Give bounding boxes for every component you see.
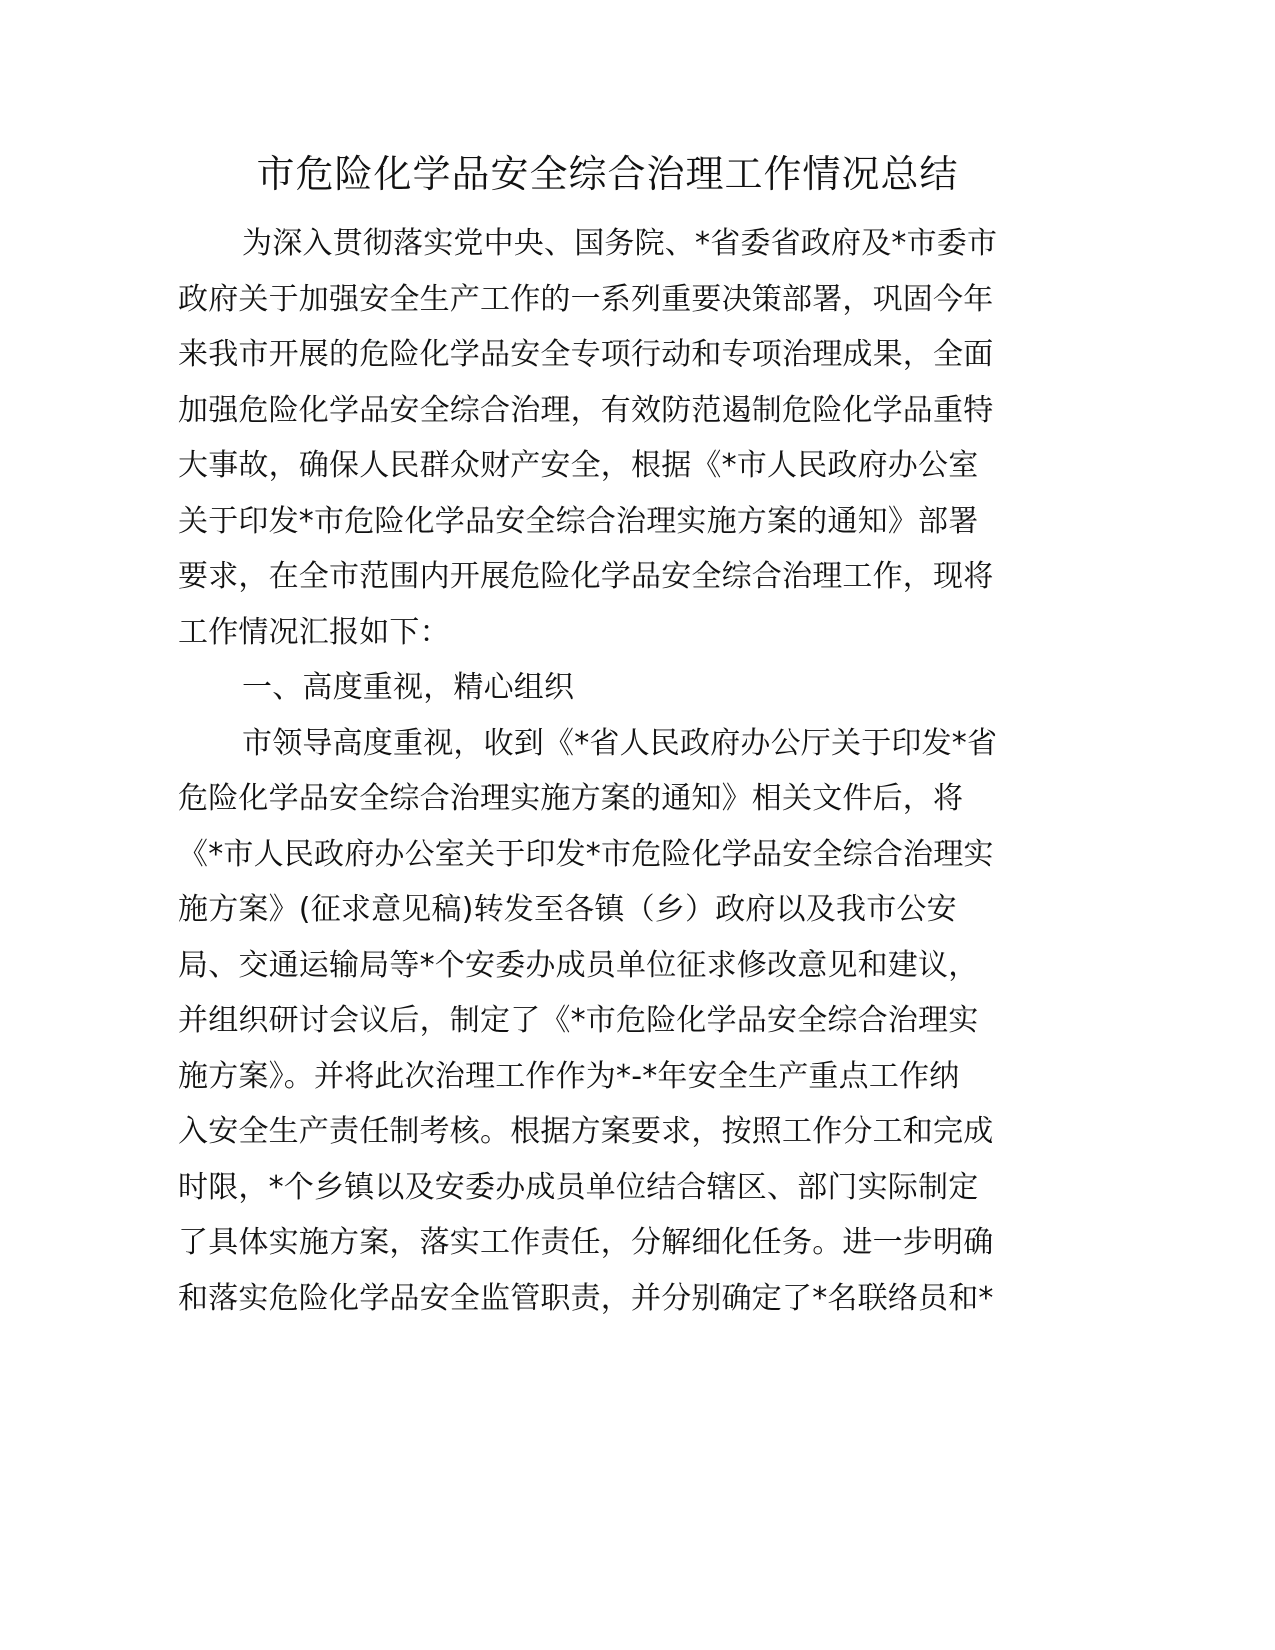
paragraph-line: 时限，*个乡镇以及安委办成员单位结合辖区、部门实际制定 [178,1169,979,1205]
paragraph-line: 来我市开展的危险化学品安全专项行动和专项治理成果，全面 [178,337,994,372]
paragraph-line: 了具体实施方案，落实工作责任，分解细化任务。进一步明确 [178,1225,994,1260]
paragraph-line: 局、交通运输局等*个安委办成员单位征求修改意见和建议， [178,947,979,983]
paragraph-line: 大事故，确保人民群众财产安全，根据《*市人民政府办公室 [178,448,979,483]
paragraph-line: 市领导高度重视，收到《*省人民政府办公厅关于印发*省 [242,725,998,761]
paragraph-line: 关于印发*市危险化学品安全综合治理实施方案的通知》部署 [178,503,979,539]
paragraph-line: 为深入贯彻落实党中央、国务院、*省委省政府及*市委市 [242,226,998,261]
paragraph-line: 和落实危险化学品安全监管职责，并分别确定了*名联络员和* [178,1280,994,1316]
paragraph-line: 要求，在全市范围内开展危险化学品安全综合治理工作，现将 [178,559,994,594]
paragraph-line: 加强危险化学品安全综合治理，有效防范遏制危险化学品重特 [178,392,994,428]
document-body [178,216,1038,1326]
paragraph-line: 危险化学品安全综合治理实施方案的通知》相关文件后，将 [178,781,964,816]
paragraph-line: 施方案》。并将此次治理工作作为*-*年安全生产重点工作纳 [178,1058,960,1094]
paragraph-line: 《*市人民政府办公室关于印发*市危险化学品安全综合治理实 [178,836,994,872]
section-heading: 一、高度重视，精心组织 [242,670,575,705]
paragraph-line: 施方案》(征求意见稿)转发至各镇（乡）政府以及我市公安 [178,892,957,927]
document-title: 市危险化学品安全综合治理工作情况总结 [256,152,959,196]
paragraph-line: 入安全生产责任制考核。根据方案要求，按照工作分工和完成 [178,1114,994,1149]
paragraph-line: 并组织研讨会议后，制定了《*市危险化学品安全综合治理实 [178,1003,979,1038]
paragraph-line: 工作情况汇报如下： [178,614,450,650]
paragraph-line: 政府关于加强安全生产工作的一系列重要决策部署，巩固今年 [178,281,994,317]
